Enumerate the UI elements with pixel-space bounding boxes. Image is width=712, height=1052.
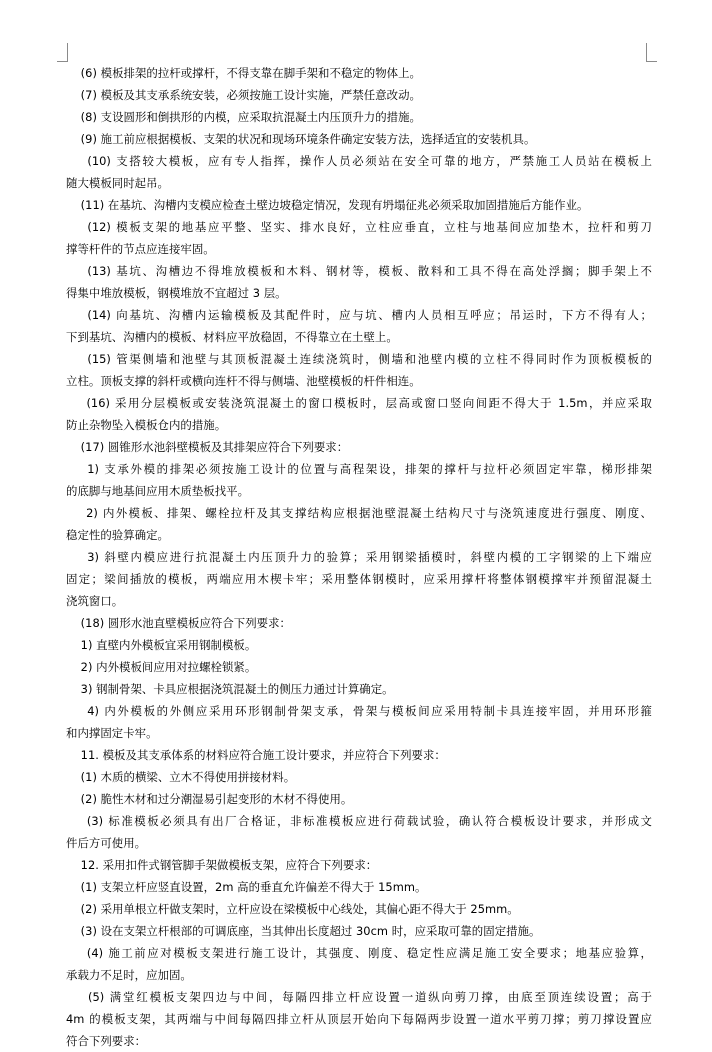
text-line: (2) 采用单根立杆做支架时，立杆应设在梁模板中心线处，其偏心距不得大于 25mm。 [66, 902, 519, 916]
text-line: (2) 脆性木材和过分潮湿易引起变形的木材不得使用。 [66, 792, 353, 806]
text-line: (11) 在基坑、沟槽内支模应检查土壁边坡稳定情况，发现有坍塌征兆必须采取加固措施后方能作业。 [66, 198, 589, 212]
text-line: 撑等杆件的节点应连接牢固。 [66, 242, 215, 256]
text-line: 4) 内外模板的外侧应采用环形钢制骨架支承，骨架与模板间应采用特制卡具连接牢固，并用环形箍 [66, 704, 652, 718]
text-line: 2) 内外模板、排架、螺栓拉杆及其支撑结构应根据池壁混凝土结构尺寸与浇筑速度进行强度、刚度、 [66, 506, 652, 520]
text-line: (4) 施工前应对模板支架进行施工设计，其强度、刚度、稳定性应满足施工安全要求；地基应验算， [66, 946, 652, 960]
text-line: 2) 内外模板间应用对拉螺栓锁紧。 [66, 660, 257, 674]
text-line: (14) 向基坑、沟槽内运输模板及其配件时，应与坑、槽内人员相互呼应；吊运时，下方不得有人； [66, 308, 652, 322]
text-line: (18) 圆形水池直壁模板应符合下列要求： [66, 616, 291, 630]
text-line: 承载力不足时，应加固。 [66, 968, 192, 982]
text-line: 1) 直壁内外模板宜采用钢制模板。 [66, 638, 257, 652]
text-line: 4m 的模板支架，其两端与中间每隔四排立杆从顶层开始向下每隔两步设置一道水平剪刀撑；剪刀撑设置应 [66, 1012, 652, 1026]
text-line: (15) 管渠侧墙和池壁与其顶板混凝土连续浇筑时，侧墙和池壁内模的立柱不得同时作为顶板模板的 [66, 352, 652, 366]
text-line: 12. 采用扣件式钢管脚手架做模板支架，应符合下列要求： [66, 858, 378, 872]
document-body [66, 62, 652, 1052]
margin-corner-mark-top-right [646, 43, 657, 62]
text-line: (1) 木质的横梁、立木不得使用拼接材料。 [66, 770, 296, 784]
text-line: 随大模板同时起吊。 [66, 176, 169, 190]
text-line: (3) 标准模板必须具有出厂合格证，非标准模板应进行荷载试验，确认符合模板设计要求，并形成文 [66, 814, 652, 828]
text-line: 3) 斜壁内模应进行抗混凝土内压顶升力的验算；采用钢梁插模时，斜壁内模的工字钢梁的上下端应 [66, 550, 652, 564]
text-line: (7) 模板及其支承系统安装，必须按施工设计实施，严禁任意改动。 [66, 88, 421, 102]
text-line: 防止杂物坠入模板仓内的措施。 [66, 418, 227, 432]
text-line: (5) 满堂红模板支架四边与中间，每隔四排立杆应设置一道纵向剪刀撑，由底至顶连续设置；高于 [66, 990, 652, 1004]
text-line: 固定；梁间插放的模板，两端应用木楔卡牢；采用整体钢模时，应采用撑杆将整体钢模撑牢并预留混凝土 [66, 572, 652, 586]
text-line: 浇筑窗口。 [66, 594, 124, 608]
text-line: 和内撑固定卡牢。 [66, 726, 158, 740]
text-line: 1) 支承外模的排架必须按施工设计的位置与高程架设，排架的撑杆与拉杆必须固定牢靠，梯形排架 [66, 462, 652, 476]
text-line: (3) 设在支架立杆根部的可调底座，当其伸出长度超过 30cm 时，应采取可靠的固定措施。 [66, 924, 541, 938]
text-line: (17) 圆锥形水池斜壁模板及其排架应符合下列要求： [66, 440, 349, 454]
text-line: 稳定性的验算确定。 [66, 528, 169, 542]
text-line: (10) 支搭较大模板，应有专人指挥，操作人员必须站在安全可靠的地方，严禁施工人员站在模板上 [66, 154, 652, 168]
text-line: (1) 支架立杆应竖直设置，2m 高的垂直允许偏差不得大于 15mm。 [66, 880, 427, 894]
text-line: 件后方可使用。 [66, 836, 147, 850]
text-line: (8) 支设圆形和倒拱形的内模，应采取抗混凝土内压顶升力的措施。 [66, 110, 421, 124]
text-line: 得集中堆放模板，钢模堆放不宜超过 3 层。 [66, 286, 287, 300]
text-line: (16) 采用分层模板或安装浇筑混凝土的窗口模板时，层高或窗口竖向间距不得大于 1.5m，并应采取 [66, 396, 652, 410]
text-line: 立柱。顶板支撑的斜杆或横向连杆不得与侧墙、池壁模板的杆件相连。 [66, 374, 421, 388]
text-line: 11. 模板及其支承体系的材料应符合施工设计要求，并应符合下列要求： [66, 748, 446, 762]
text-line: 符合下列要求： [66, 1034, 147, 1048]
text-line: 3) 钢制骨架、卡具应根据浇筑混凝土的侧压力通过计算确定。 [66, 682, 394, 696]
text-line: (12) 模板支架的地基应平整、坚实、排水良好，立柱应垂直，立柱与地基间应加垫木，拉杆和剪刀 [66, 220, 652, 234]
text-line: (9) 施工前应根据模板、支架的状况和现场环境条件确定安装方法，选择适宜的安装机具。 [66, 132, 536, 146]
text-line: (13) 基坑、沟槽边不得堆放模板和木料、钢材等，模板、散料和工具不得在高处浮搁；脚手架上不 [66, 264, 652, 278]
margin-corner-mark-top-left [57, 43, 68, 62]
text-line: 下到基坑、沟槽内的模板、材料应平放稳固，不得靠立在土壁上。 [66, 330, 398, 344]
text-line: 的底脚与地基间应用木质垫板找平。 [66, 484, 250, 498]
text-line: (6) 模板排架的拉杆或撑杆，不得支靠在脚手架和不稳定的物体上。 [66, 66, 421, 80]
